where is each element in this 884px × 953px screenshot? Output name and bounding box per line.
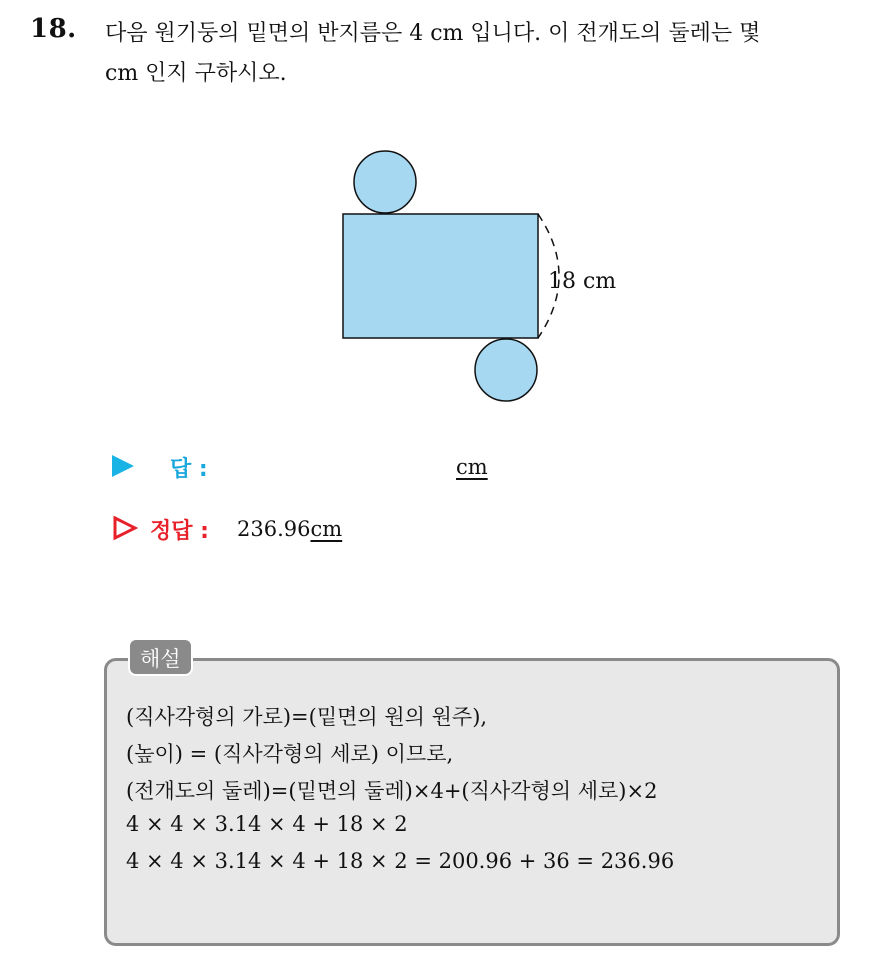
answer-label: 답 : <box>170 457 208 482</box>
explanation-tab: 해설 <box>128 638 193 676</box>
correct-answer-row <box>112 511 138 545</box>
explanation-line-5: 4 × 4 × 3.14 × 4 + 18 × 2 = 200.96 + 36 = 236.96 <box>126 849 675 873</box>
explanation-line-1: (직사각형의 가로)=(밑면의 원의 원주), <box>126 705 488 729</box>
correct-answer-number: 236.96 <box>237 517 311 541</box>
correct-answer-value <box>237 517 342 541</box>
explanation-line-4: 4 × 4 × 3.14 × 4 + 18 × 2 <box>126 812 408 836</box>
cylinder-net-figure <box>330 140 630 410</box>
height-label: 18 cm <box>548 269 617 294</box>
answer-unit[interactable]: cm <box>456 455 488 479</box>
explanation-line-3: (전개도의 둘레)=(밑면의 둘레)×4+(직사각형의 세로)×2 <box>126 779 658 803</box>
explanation-line-2: (높이) = (직사각형의 세로) 이므로, <box>126 742 454 766</box>
answer-triangle-icon <box>112 455 134 477</box>
correct-answer-label: 정답 : <box>150 519 209 544</box>
answer-row <box>112 449 134 483</box>
bottom-base-circle <box>475 339 537 401</box>
question-text-line2: cm 인지 구하시오. <box>105 61 287 86</box>
top-base-circle <box>354 151 416 213</box>
correct-answer-triangle-icon <box>112 515 138 541</box>
question-text-line1: 다음 원기둥의 밑면의 반지름은 4 cm 입니다. 이 전개도의 둘레는 몇 <box>105 21 761 46</box>
correct-answer-unit: cm <box>310 517 343 541</box>
lateral-rectangle <box>343 214 538 338</box>
question-number: 18. <box>30 14 77 44</box>
